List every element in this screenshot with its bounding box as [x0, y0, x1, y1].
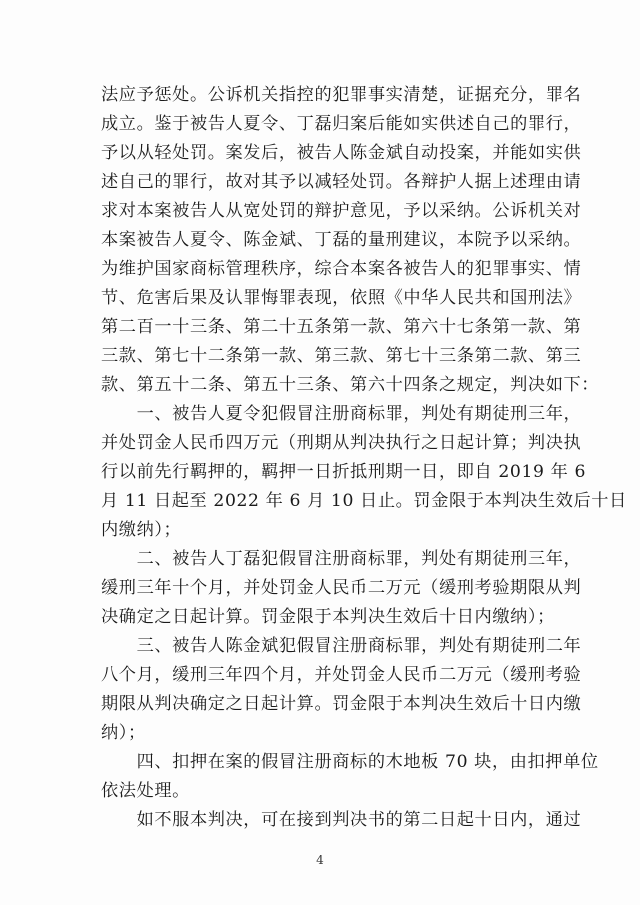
text-line: 期限从判决确定之日起计算。罚金限于本判决生效后十日内缴 [101, 694, 582, 714]
text-line: 月 11 日起至 2022 年 6 月 10 日止。罚金限于本判决生效后十日 [101, 491, 627, 511]
text-line: 四、扣押在案的假冒注册商标的木地板 70 块，由扣押单位 [101, 752, 599, 772]
text-line: 述自己的罪行，故对其予以减轻处罚。各辩护人据上述理由请 [101, 172, 582, 192]
text-line: 成立。鉴于被告人夏令、丁磊归案后能如实供述自己的罪行， [101, 114, 582, 134]
text-line: 行以前先行羁押的，羁押一日折抵刑期一日，即自 2019 年 6 [101, 462, 586, 482]
text-line: 如不服本判决，可在接到判决书的第二日起十日内，通过 [101, 810, 582, 830]
text-line: 二、被告人丁磊犯假冒注册商标罪，判处有期徒刑三年， [101, 549, 582, 569]
text-line: 三、被告人陈金斌犯假冒注册商标罪，判处有期徒刑二年 [101, 636, 582, 656]
text-line: 决确定之日起计算。罚金限于本判决生效后十日内缴纳）； [101, 607, 555, 627]
page-number: 4 [316, 853, 324, 867]
text-line: 一、被告人夏令犯假冒注册商标罪，判处有期徒刑三年， [101, 404, 582, 424]
text-line: 节、危害后果及认罪悔罪表现，依照《中华人民共和国刑法》 [101, 288, 582, 308]
text-line: 法应予惩处。公诉机关指控的犯罪事实清楚，证据充分，罪名 [101, 85, 582, 105]
text-line: 第二百一十三条、第二十五条第一款、第六十七条第一款、第 [101, 317, 582, 337]
text-line: 纳）； [101, 723, 146, 743]
text-line: 求对本案被告人从宽处罚的辩护意见，予以采纳。公诉机关对 [101, 201, 582, 221]
text-line: 款、第五十二条、第五十三条、第六十四条之规定，判决如下： [101, 375, 600, 395]
text-line: 内缴纳）； [101, 520, 182, 540]
text-line: 本案被告人夏令、陈金斌、丁磊的量刑建议，本院予以采纳。 [101, 230, 582, 250]
text-line: 予以从轻处罚。案发后，被告人陈金斌自动投案，并能如实供 [101, 143, 582, 163]
text-line: 依法处理。 [101, 781, 190, 801]
text-line: 八个月，缓刑三年四个月，并处罚金人民币二万元（缓刑考验 [101, 665, 582, 685]
text-line: 为维护国家商标管理秩序，综合本案各被告人的犯罪事实、情 [101, 259, 582, 279]
text-line: 并处罚金人民币四万元（刑期从判决执行之日起计算；判决执 [101, 433, 582, 453]
text-line: 缓刑三年十个月，并处罚金人民币二万元（缓刑考验期限从判 [101, 578, 582, 598]
text-line: 三款、第七十二条第一款、第三款、第七十三条第二款、第三 [101, 346, 582, 366]
